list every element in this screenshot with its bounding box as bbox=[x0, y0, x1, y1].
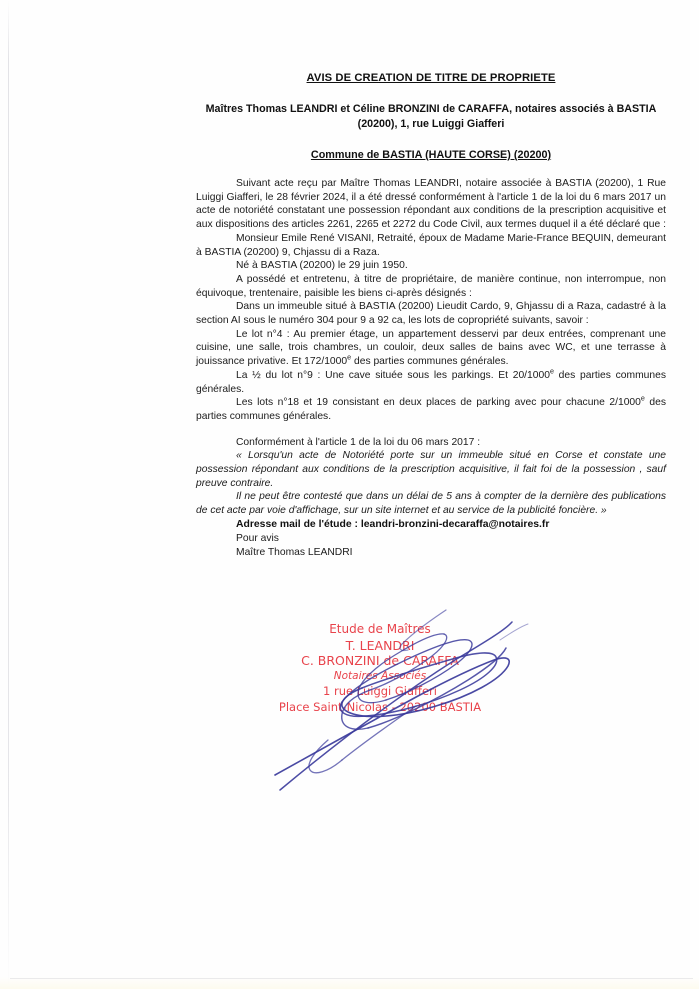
stamp-line-bronzini: C. BRONZINI de CARAFFA bbox=[301, 653, 459, 668]
stamp-line-city: Place Saint-Nicolas - 20200 BASTIA bbox=[278, 699, 482, 714]
commune-heading: Commune de BASTIA (HAUTE CORSE) (20200) bbox=[310, 149, 552, 161]
study-email-line: Adresse mail de l'étude : leandri-bronzini-decaraffa@notaires.fr bbox=[236, 518, 550, 530]
paragraph-birth: Né à BASTIA (20200) le 29 juin 1950. bbox=[236, 260, 408, 272]
quote-paragraph-1: « Lorsqu'un acte de Notoriété porte sur un immeuble situé en Corse et constate une possession répondant aux conditions de la prescription acquisitive, il fait foi de la possession , sauf preuve contraire. bbox=[196, 450, 666, 489]
lot-9-text-tail: des parties communes générales. bbox=[196, 369, 666, 395]
notaries-heading: Maîtres Thomas LEANDRI et Céline BRONZINI de CARAFFA, notaires associés à BASTIA (20200), 1, rue Luiggi Giafferi bbox=[205, 103, 657, 130]
lots-18-19-text-tail: des parties communes générales. bbox=[196, 397, 666, 422]
handwritten-signature bbox=[250, 600, 550, 800]
stamp-line-street: 1 rue Luiggi Giafferi bbox=[323, 684, 437, 698]
stamp-line-etude: Etude de Maîtres bbox=[329, 622, 431, 636]
document-body bbox=[196, 72, 666, 559]
stamp-line-associes: Notaires Associés bbox=[333, 669, 427, 682]
lot-4-text: Le lot n°4 : Au premier étage, un appartement desservi par deux entrées, comprenant une cuisine, une salle, trois chambres, un couloir, deux salles de bains avec WC, et une terrasse à jouissance privative. Et 172/1000 bbox=[196, 328, 666, 368]
scan-tint-artifact bbox=[0, 977, 699, 989]
lot-4-text-tail: des parties communes générales. bbox=[351, 356, 509, 368]
lots-18-19-ordinal-suffix: e bbox=[640, 393, 645, 403]
signoff-notary-name: Maître Thomas LEANDRI bbox=[236, 546, 353, 558]
page-title: AVIS DE CREATION DE TITRE DE PROPRIETE bbox=[306, 72, 556, 84]
paragraph-acte-recu: Suivant acte reçu par Maître Thomas LEANDRI, notaire associée à BASTIA (20200), 1 Rue Luiggi Giafferi, le 28 février 2024, il a été dressé conformément à l'article 1 de la loi du 6 mars 2017 un acte de notoriété constatant une possession répondant aux conditions de la prescription acquisitive et aux dispositions des articles 2261, 2265 et 2272 du Code Civil, aux termes duquel il a été déclaré que : bbox=[196, 178, 666, 231]
lots-18-19-text: Les lots n°18 et 19 consistant en deux places de parking avec pour chacune 2/1000 bbox=[236, 397, 641, 409]
lot-4-ordinal-suffix: e bbox=[347, 352, 352, 362]
scan-edge-artifact bbox=[8, 0, 9, 989]
paragraph-lot-9 bbox=[196, 366, 666, 396]
signoff-pour-avis: Pour avis bbox=[236, 532, 279, 544]
paragraph-conformite: Conformément à l'article 1 de la loi du 06 mars 2017 : bbox=[236, 436, 481, 448]
notary-stamp bbox=[230, 622, 530, 715]
paragraph-lot-4 bbox=[196, 328, 666, 369]
paragraph-possession: A possédé et entretenu, à titre de propriétaire, de manière continue, non interrompue, non équivoque, trentenaire, paisible les biens ci-après désignés : bbox=[196, 273, 666, 299]
quote-paragraph-2: Il ne peut être contesté que dans un délai de 5 ans à compter de la dernière des publications de cet acte par voie d'affichage, sur un site internet et au service de la publicité foncière. » bbox=[196, 491, 666, 517]
lot-9-text: La ½ du lot n°9 : Une cave située sous les parkings. Et 20/1000 bbox=[236, 369, 550, 381]
stamp-line-leandri: T. LEANDRI bbox=[345, 637, 415, 653]
paragraph-immeuble-cadastre: Dans un immeuble situé à BASTIA (20200) Lieudit Cardo, 9, Ghjassu di a Raza, cadastré à la section AI sous le numéro 304 pour 9 a 92 ca, les lots de copropriété suivants, savoir : bbox=[196, 301, 666, 327]
paragraph-lots-18-19 bbox=[196, 393, 666, 423]
paragraph-declarant-identity: Monsieur Emile René VISANI, Retraité, époux de Madame Marie-France BEQUIN, demeurant à BASTIA (20200) 9, Chjassu di a Raza. bbox=[196, 232, 666, 258]
lot-9-ordinal-suffix: e bbox=[549, 366, 554, 376]
signature-ink-strokes bbox=[250, 600, 550, 800]
